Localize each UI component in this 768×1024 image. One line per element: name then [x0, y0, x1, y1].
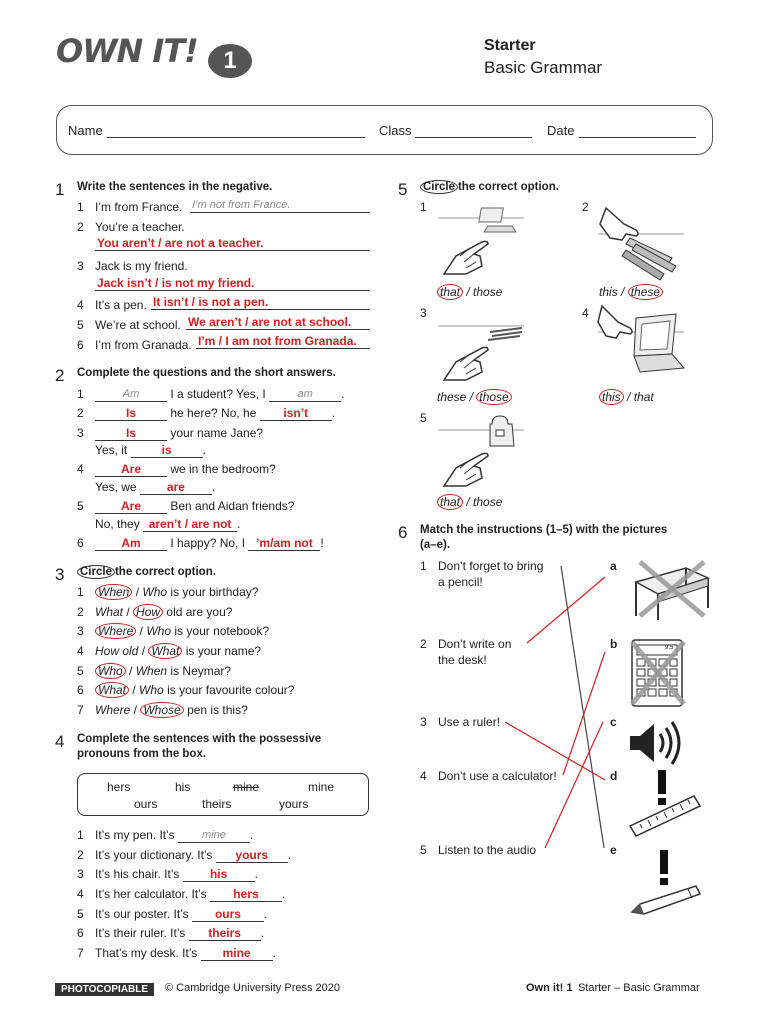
ex6-letter-d: d: [610, 769, 618, 783]
ex6-instruction-2: 2 Don’t write on the desk!: [420, 637, 512, 667]
ex1-item-6: 6 I’m from Granada.: [77, 338, 192, 352]
ex2-blank-1a[interactable]: Am: [95, 388, 167, 402]
ex5-picture-2-number: 2: [582, 200, 589, 214]
ex6-instruction-4: 4 Don’t use a calculator!: [420, 769, 557, 783]
ex5-option-4b[interactable]: that: [633, 390, 654, 404]
ex4-answer-3[interactable]: his: [183, 868, 255, 882]
ex4-answer-2[interactable]: yours: [216, 849, 288, 863]
ex5-option-3b[interactable]: those: [476, 389, 511, 405]
ex4-answer-4[interactable]: hers: [210, 888, 282, 902]
ex5-option-5b[interactable]: those: [473, 495, 503, 509]
ex2-item-3-answer: Yes, it is .: [95, 443, 206, 457]
ex2-blank-6a[interactable]: Am: [95, 537, 167, 551]
class-label: Class: [379, 123, 412, 138]
copyright: © Cambridge University Press 2020: [165, 982, 341, 994]
ex6-letter-e: e: [610, 843, 617, 857]
ex2-blank-4b[interactable]: are: [140, 481, 212, 495]
footer-section: Starter – Basic Grammar: [578, 982, 700, 994]
ex5-options-4: this / that: [599, 389, 654, 405]
ex6-instruction-5: 5 Listen to the audio: [420, 843, 537, 857]
ex4-item-5: 5 It’s our poster. It’s ours .: [77, 907, 268, 921]
ex2-item-4: 4 Are we in the bedroom?: [77, 462, 276, 476]
ex5-options-2: this / these: [599, 284, 663, 300]
ex5-option-3a[interactable]: these: [437, 390, 467, 404]
ex4-item-4: 4 It’s her calculator. It’s hers .: [77, 887, 286, 901]
ex2-blank-3b[interactable]: is: [131, 444, 203, 458]
ex3-option-2a[interactable]: What: [95, 605, 124, 619]
ex5-option-1a[interactable]: that: [437, 284, 463, 300]
ex5-option-5a[interactable]: that: [437, 494, 463, 510]
ex3-option-6b[interactable]: Who: [139, 683, 164, 697]
ex1-answer-4[interactable]: It isn’t / is not a pen.: [151, 296, 370, 310]
exercise-4-title: Complete the sentences with the possessive pronouns from the box.: [77, 733, 322, 760]
ex2-item-4-answer: Yes, we are .: [95, 480, 216, 494]
box-word-ours: ours: [134, 797, 158, 811]
exercise-3-title: Circle the correct option.: [77, 565, 216, 580]
ex2-item-3: 3 Is your name Jane?: [77, 426, 264, 440]
box-word-theirs: theirs: [202, 797, 232, 811]
ex2-blank-1b[interactable]: am: [269, 388, 341, 402]
ex3-option-5a[interactable]: Who: [95, 663, 126, 679]
ex5-options-1: that / those: [437, 284, 502, 300]
ex4-answer-1[interactable]: mine: [178, 829, 250, 843]
ex1-answer-6[interactable]: I’m / I am not from Granada.: [196, 335, 370, 349]
footer-book-title: Own it! 1: [526, 982, 573, 994]
ex2-item-5: 5 Are Ben and Aidan friends?: [77, 499, 295, 513]
ex3-option-2b[interactable]: How: [133, 604, 163, 620]
box-word-mine-used: mine: [233, 780, 260, 794]
pencil-exclamation-icon: [626, 846, 706, 918]
ex5-option-2b[interactable]: these: [628, 284, 663, 300]
name-label: Name: [68, 123, 103, 138]
ex5-options-3: these / those: [437, 389, 512, 405]
ex4-answer-6[interactable]: theirs: [189, 927, 261, 941]
ex3-option-1b[interactable]: Who: [142, 585, 168, 599]
level-badge: 1: [208, 44, 252, 78]
ex3-item-3: 3 Where / Who is your notebook?: [77, 624, 270, 638]
exercise-6-title: Match the instructions (1–5) with the pictures (a–e).: [420, 524, 668, 551]
ex6-instruction-3: 3 Use a ruler!: [420, 715, 501, 729]
calculator-display: 9.5: [665, 645, 674, 651]
exercise-6-number: 6: [398, 523, 408, 542]
ex3-item-5: 5 Who / When is Neymar?: [77, 664, 232, 678]
ex3-option-3b[interactable]: Who: [146, 624, 172, 638]
ex3-option-7a[interactable]: Where: [95, 703, 131, 717]
own-it-logo: OWN IT!: [56, 32, 198, 70]
ex3-item-6: 6 What / Who is your favourite colour?: [77, 683, 295, 697]
ex2-blank-6b[interactable]: ’m/am not: [248, 537, 320, 551]
speaker-audio-icon: [626, 720, 686, 766]
ex3-item-2: 2 What / How old are you?: [77, 605, 233, 619]
ex2-blank-3a[interactable]: Is: [95, 427, 167, 441]
box-word-hers: hers: [107, 780, 131, 794]
crossed-desk-icon: [628, 556, 712, 622]
ex6-letter-b: b: [610, 637, 618, 651]
ex1-item-5: 5 We’re at school.: [77, 318, 181, 332]
ex2-item-1: 1 Am I a student? Yes, I am .: [77, 387, 345, 401]
ex3-option-6a[interactable]: What: [95, 682, 129, 698]
ex5-picture-5-number: 5: [420, 411, 427, 425]
ex4-item-3: 3 It’s his chair. It’s his .: [77, 867, 258, 881]
ex3-option-3a[interactable]: Where: [95, 623, 136, 639]
ex4-answer-7[interactable]: mine: [201, 947, 273, 961]
ex1-item-1: 1 I’m from France.: [77, 200, 183, 214]
ex3-option-4a[interactable]: How old: [95, 644, 139, 658]
ex1-answer-5[interactable]: We aren’t / are not at school.: [186, 316, 370, 330]
ex2-item-5-answer: No, they aren’t / are not .: [95, 517, 241, 531]
match-line-4-b: [563, 652, 605, 775]
date-label: Date: [547, 123, 575, 138]
ex1-answer-1[interactable]: I’m not from France.: [190, 199, 370, 213]
exercise-1-title: Write the sentences in the negative.: [77, 181, 273, 193]
ex5-picture-1-number: 1: [420, 200, 427, 214]
ex3-option-4b[interactable]: What: [148, 643, 182, 659]
box-word-mine: mine: [308, 780, 335, 794]
ex2-blank-4a[interactable]: Are: [95, 463, 167, 477]
ex1-answer-2[interactable]: You aren’t / are not a teacher.: [95, 237, 370, 251]
ex5-picture-4-number: 4: [582, 306, 589, 320]
ex1-item-3: 3 Jack is my friend.: [77, 259, 188, 273]
ex5-picture-3-number: 3: [420, 306, 427, 320]
ex2-blank-5b[interactable]: aren’t / are not: [143, 518, 237, 532]
ex4-item-1: 1 It’s my pen. It’s mine .: [77, 828, 254, 842]
ex2-blank-5a[interactable]: Are: [95, 500, 167, 514]
ex1-item-2: 2 You’re a teacher.: [77, 220, 185, 234]
box-word-yours: yours: [279, 797, 309, 811]
ex5-option-4a[interactable]: this: [599, 389, 624, 405]
ex6-instruction-1: 1 Don’t forget to bring a pencil!: [420, 559, 544, 589]
ex3-item-7: 7 Where / Whose pen is this?: [77, 703, 248, 717]
ex2-item-2: 2 Is he here? No, he isn’t .: [77, 406, 336, 420]
ex4-item-7: 7 That’s my desk. It’s mine .: [77, 946, 276, 960]
exercise-1-number: 1: [55, 180, 65, 199]
exercise-5-number: 5: [398, 180, 408, 199]
ex3-option-7b[interactable]: Whose: [140, 702, 183, 718]
topic-title: Basic Grammar: [484, 58, 603, 77]
ruler-exclamation-icon: [626, 768, 702, 838]
ex3-item-4: 4 How old / What is your name?: [77, 644, 262, 658]
exercise-2-number: 2: [55, 366, 65, 385]
ex6-letter-a: a: [610, 559, 617, 573]
ex6-letter-c: c: [610, 715, 617, 729]
ex4-item-2: 2 It’s your dictionary. It’s yours .: [77, 848, 292, 862]
ex4-answer-5[interactable]: ours: [192, 908, 264, 922]
ex1-item-4: 4 It’s a pen.: [77, 298, 147, 312]
ex3-option-1a[interactable]: When: [95, 584, 132, 600]
ex5-option-1b[interactable]: those: [473, 285, 503, 299]
ex5-options-5: that / those: [437, 494, 502, 510]
crossed-calculator-icon: [628, 638, 688, 708]
ex3-option-5b[interactable]: When: [135, 664, 168, 678]
ex4-item-6: 6 It’s their ruler. It’s theirs .: [77, 926, 264, 940]
exercise-2-title: Complete the questions and the short answers.: [77, 367, 336, 379]
exercise-4-number: 4: [55, 732, 65, 751]
ex5-option-2a[interactable]: this: [599, 285, 618, 299]
exercise-3-number: 3: [55, 565, 65, 584]
photocopiable-badge: PHOTOCOPIABLE: [55, 983, 154, 996]
ex3-item-1: 1 When / Who is your birthday?: [77, 585, 259, 599]
section-title: Starter: [484, 37, 536, 54]
ex2-blank-2b[interactable]: isn’t: [260, 407, 332, 421]
match-line-2-a: [527, 577, 605, 643]
box-word-his: his: [175, 780, 191, 794]
exercise-5-title: Circle the correct option.: [420, 180, 559, 195]
ex2-blank-2a[interactable]: Is: [95, 407, 167, 421]
ex2-item-6: 6 Am I happy? No, I ’m/am not !: [77, 536, 324, 550]
ex1-answer-3[interactable]: Jack isn’t / is not my friend.: [95, 277, 370, 291]
